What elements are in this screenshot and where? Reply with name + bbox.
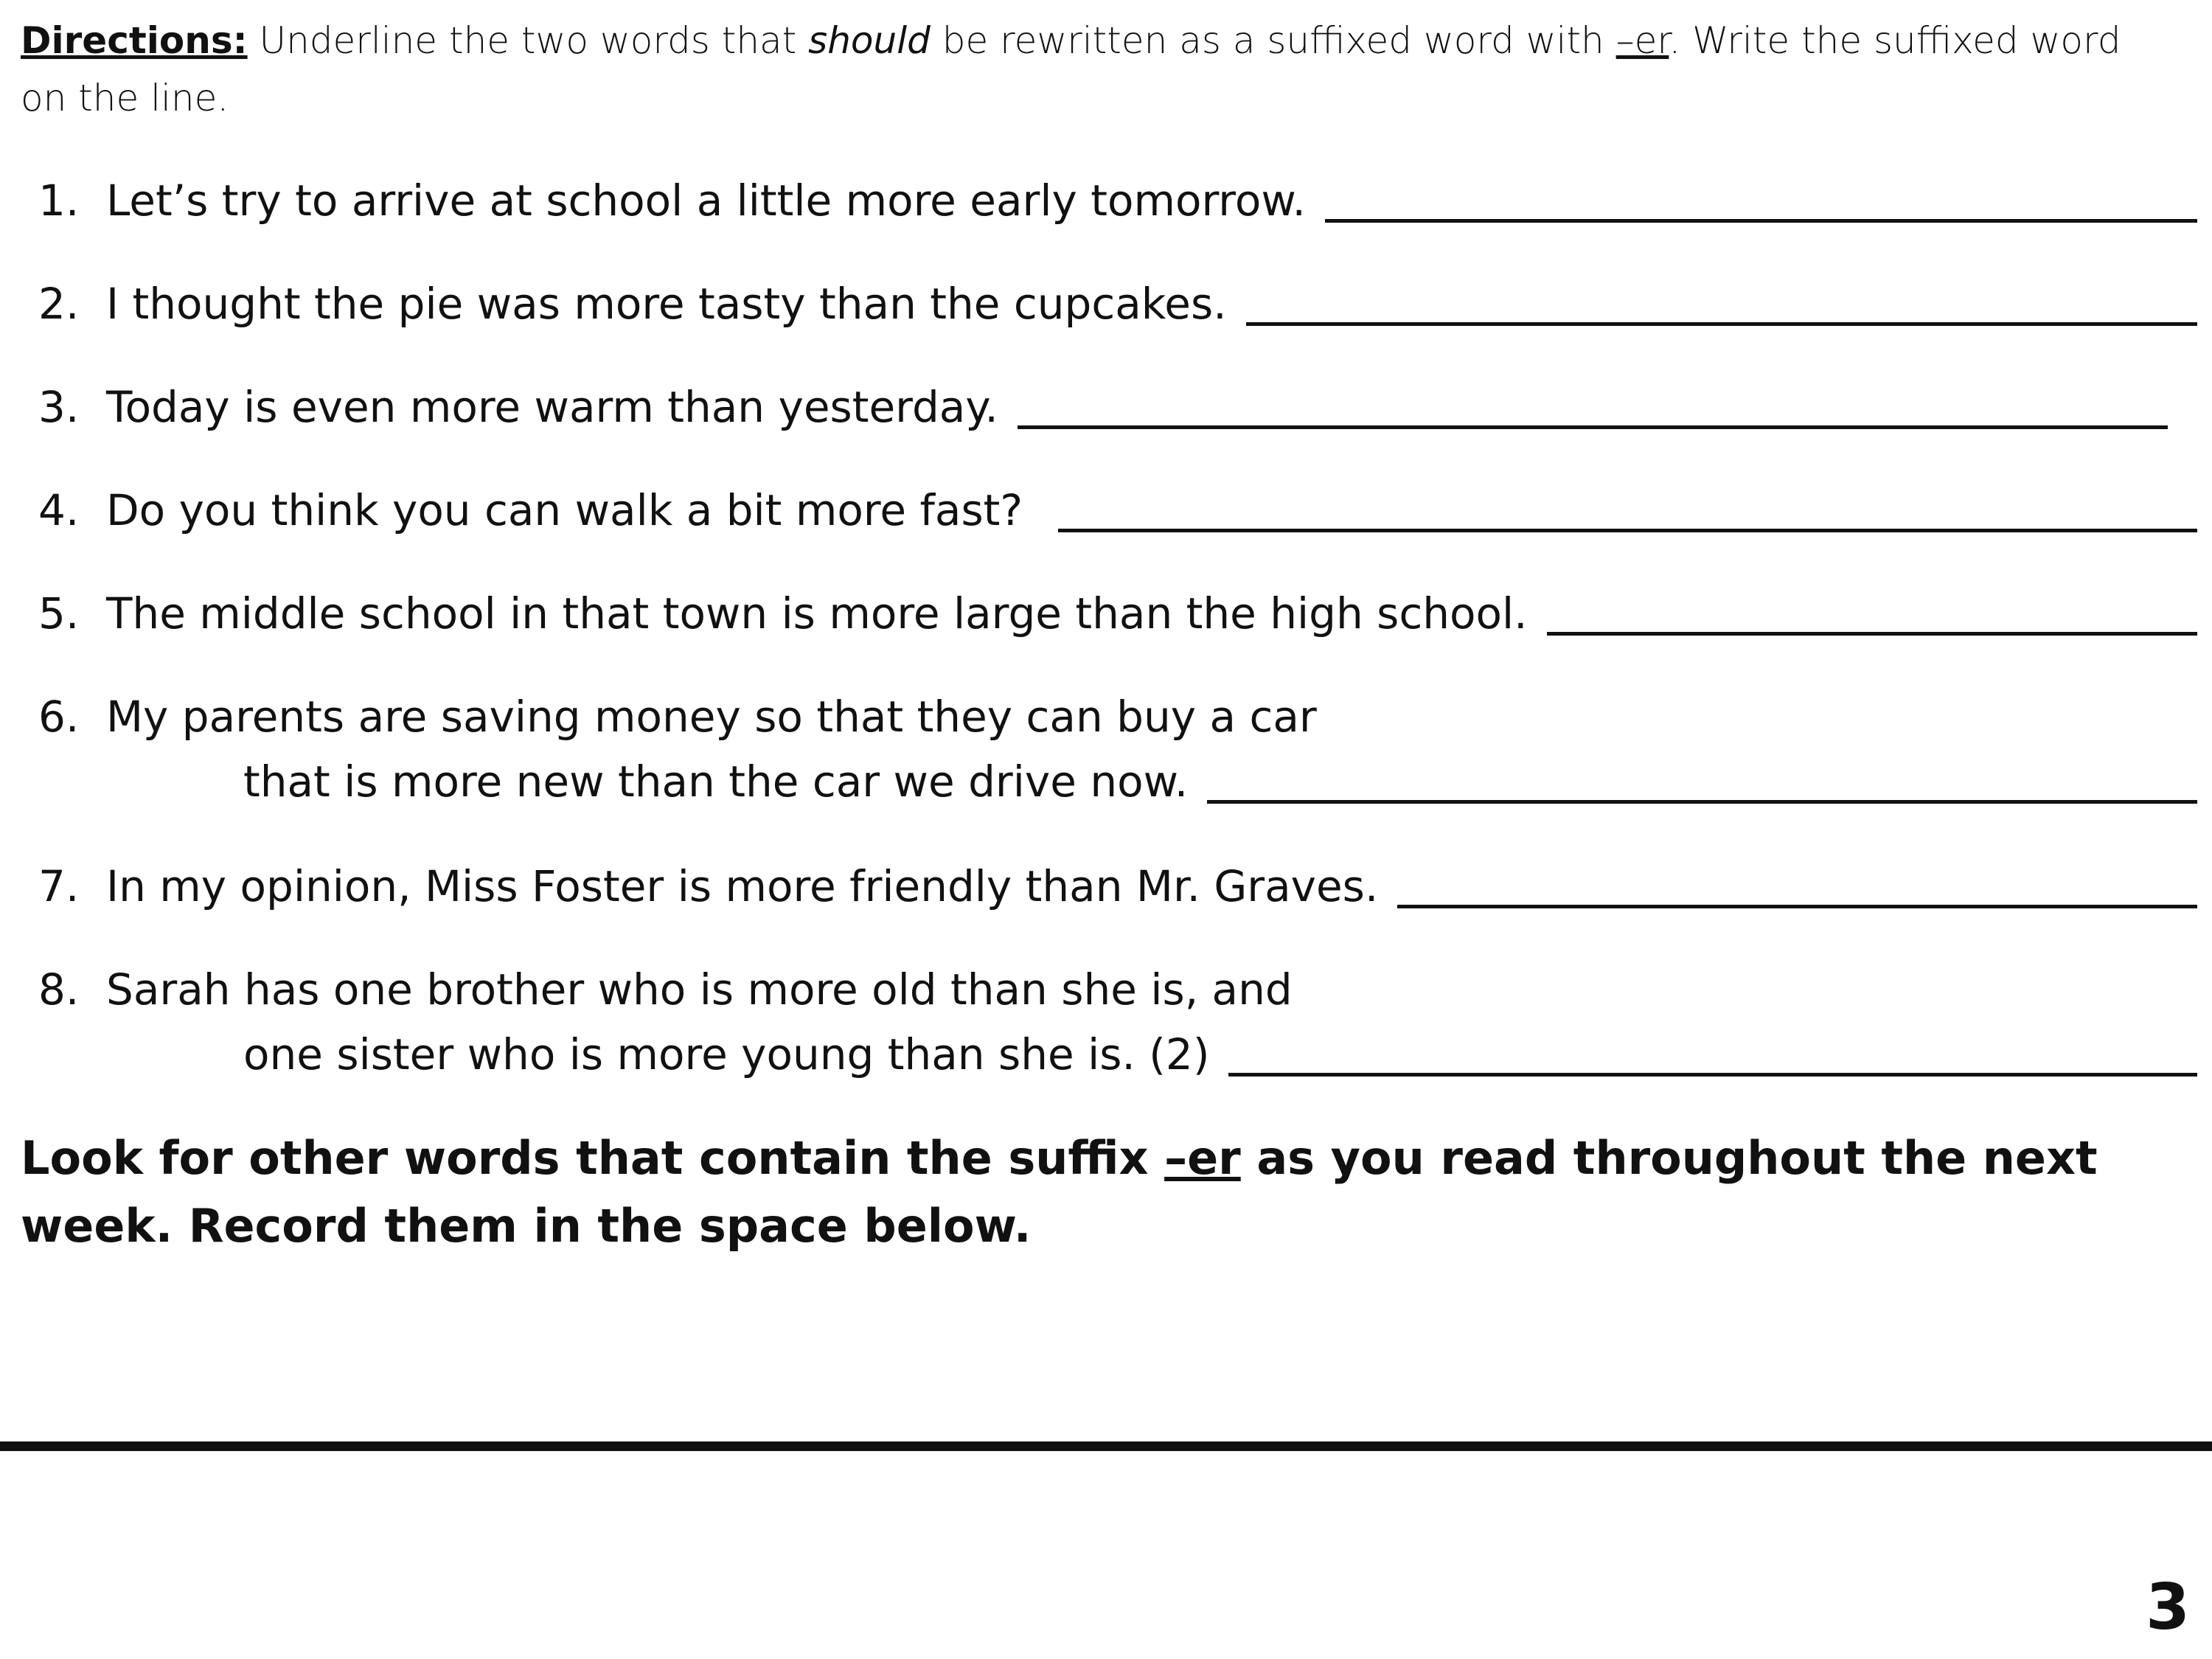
look-for-suffix: –er <box>1164 1131 1241 1185</box>
look-for-text-2: as you read throughout the next week. Record them in the space below. <box>21 1131 2098 1253</box>
item-sentence-line-2: one sister who is more young than she is. (2) <box>243 1029 1210 1079</box>
page-number: 3 <box>2146 1571 2190 1644</box>
item-number: 2. <box>38 279 80 329</box>
item-sentence: Let’s try to arrive at school a little more early tomorrow. <box>106 175 1306 226</box>
item-number: 4. <box>38 485 80 535</box>
item-number: 8. <box>38 964 80 1015</box>
answer-line[interactable] <box>1018 384 2168 429</box>
look-for-instructions <box>21 1124 2188 1260</box>
directions-suffix: –er <box>1615 19 1669 62</box>
exercise-item-3 <box>38 375 2197 439</box>
directions-text-1: Underline the two words that <box>247 19 809 62</box>
item-sentence: Today is even more warm than yesterday. <box>106 382 998 432</box>
directions-label: Directions: <box>21 19 248 62</box>
item-number: 6. <box>38 692 80 742</box>
item-sentence: The middle school in that town is more large than the high school. <box>106 588 1528 639</box>
directions-text-3: . Write the suffixed word on the line. <box>21 19 2121 119</box>
exercise-item-4 <box>38 478 2197 543</box>
exercise-item-6 <box>38 684 2197 814</box>
look-for-text-1: Look for other words that contain the suffix <box>21 1131 1165 1185</box>
answer-line[interactable] <box>1325 178 2197 223</box>
answer-line[interactable] <box>1397 863 2197 908</box>
item-number: 5. <box>38 588 80 639</box>
item-sentence: I thought the pie was more tasty than the cupcakes. <box>106 279 1227 329</box>
exercise-item-7 <box>38 854 2197 919</box>
directions-text-2: be rewritten as a suffixed word with <box>930 19 1616 62</box>
answer-line[interactable] <box>1246 281 2197 326</box>
item-number: 3. <box>38 382 80 432</box>
item-number: 7. <box>38 861 80 911</box>
answer-line[interactable] <box>1058 487 2197 532</box>
item-sentence-line-1: My parents are saving money so that they can buy a car <box>106 692 1317 742</box>
answer-line[interactable] <box>1207 759 2197 804</box>
item-number: 1. <box>38 175 80 226</box>
item-sentence: Do you think you can walk a bit more fast? <box>106 485 1023 535</box>
directions-should: should <box>808 19 931 62</box>
item-sentence-line-2: that is more new than the car we drive now. <box>243 757 1189 807</box>
exercise-item-8 <box>38 957 2197 1087</box>
answer-line[interactable] <box>1547 591 2197 636</box>
item-sentence-line-1: Sarah has one brother who is more old than she is, and <box>106 964 1293 1015</box>
directions <box>21 12 2174 127</box>
exercise-item-5 <box>38 581 2197 646</box>
record-line <box>0 1441 2212 1451</box>
exercise-item-2 <box>38 271 2197 336</box>
answer-line[interactable] <box>1228 1032 2197 1077</box>
exercise-item-1 <box>38 168 2197 233</box>
item-sentence: In my opinion, Miss Foster is more friendly than Mr. Graves. <box>106 861 1379 911</box>
